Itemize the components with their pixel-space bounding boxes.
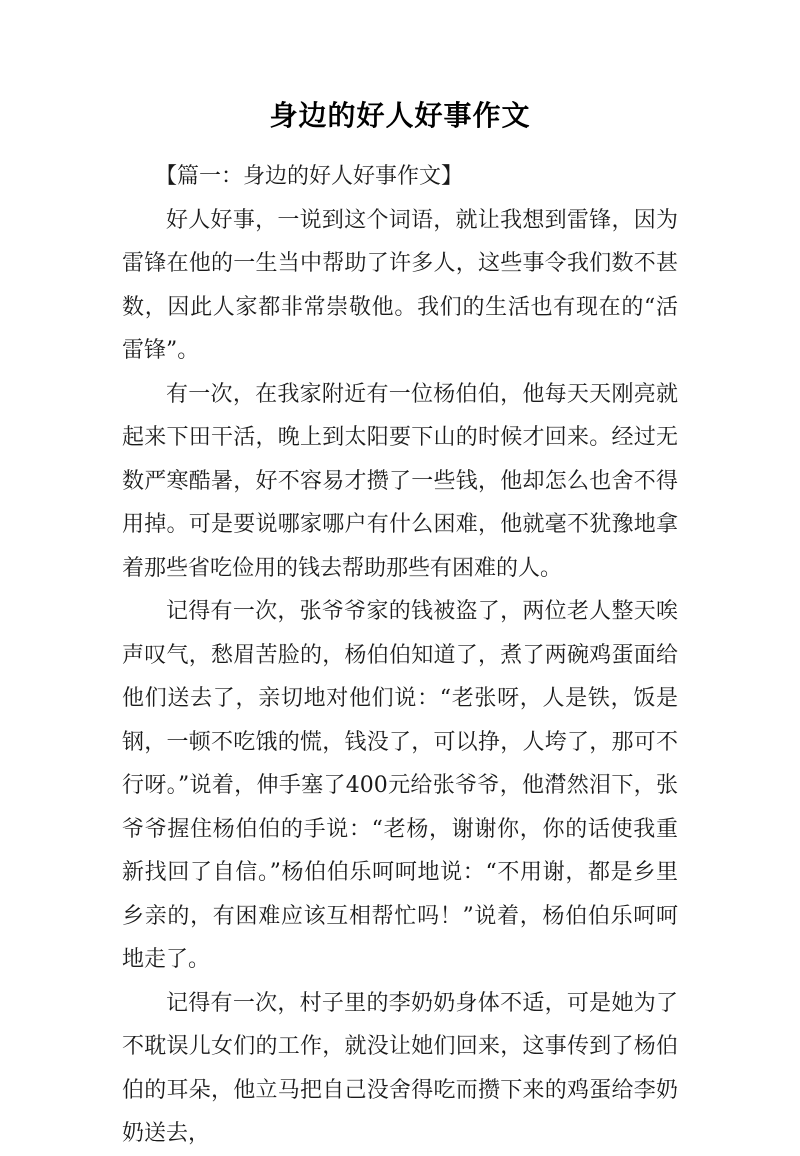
paragraph-2: 有一次，在我家附近有一位杨伯伯，他每天天刚亮就起来下田干活，晚上到太阳要下山的时候才回来。经过无数严寒酷暑，好不容易才攒了一些钱，他却怎么也舍不得用掉。可是要说哪家哪户有什么困难，他就毫不犹豫地拿着那些省吃俭用的钱去帮助那些有困难的人。 [122, 381, 678, 581]
document-body [122, 155, 678, 1156]
document-title: 身边的好人好事作文 [269, 99, 531, 132]
section-heading: 【篇一：身边的好人好事作文】 [155, 164, 464, 189]
paragraph-4: 记得有一次，村子里的李奶奶身体不适，可是她为了不耽误儿女们的工作，就没让她们回来，这事传到了杨伯伯的耳朵，他立马把自己没舍得吃而攒下来的鸡蛋给李奶奶送去， [122, 990, 678, 1146]
paragraph-3: 记得有一次，张爷爷家的钱被盗了，两位老人整天唉声叹气，愁眉苦脸的，杨伯伯知道了，煮了两碗鸡蛋面给他们送去了，亲切地对他们说：“老张呀，人是铁，饭是钢，一顿不吃饿的慌，钱没了，可以挣，人垮了，那可不行呀。”说着，伸手塞了400元给张爷爷，他潸然泪下，张爷爷握住杨伯伯的手说：“老杨，谢谢你，你的话使我重新找回了自信。”杨伯伯乐呵呵地说：“不用谢，都是乡里乡亲的，有困难应该互相帮忙吗！”说着，杨伯伯乐呵呵地走了。 [122, 599, 678, 972]
paragraph-1: 好人好事，一说到这个词语，就让我想到雷锋，因为雷锋在他的一生当中帮助了许多人，这些事令我们数不甚数，因此人家都非常崇敬他。我们的生活也有现在的“活雷锋”。 [122, 207, 678, 363]
